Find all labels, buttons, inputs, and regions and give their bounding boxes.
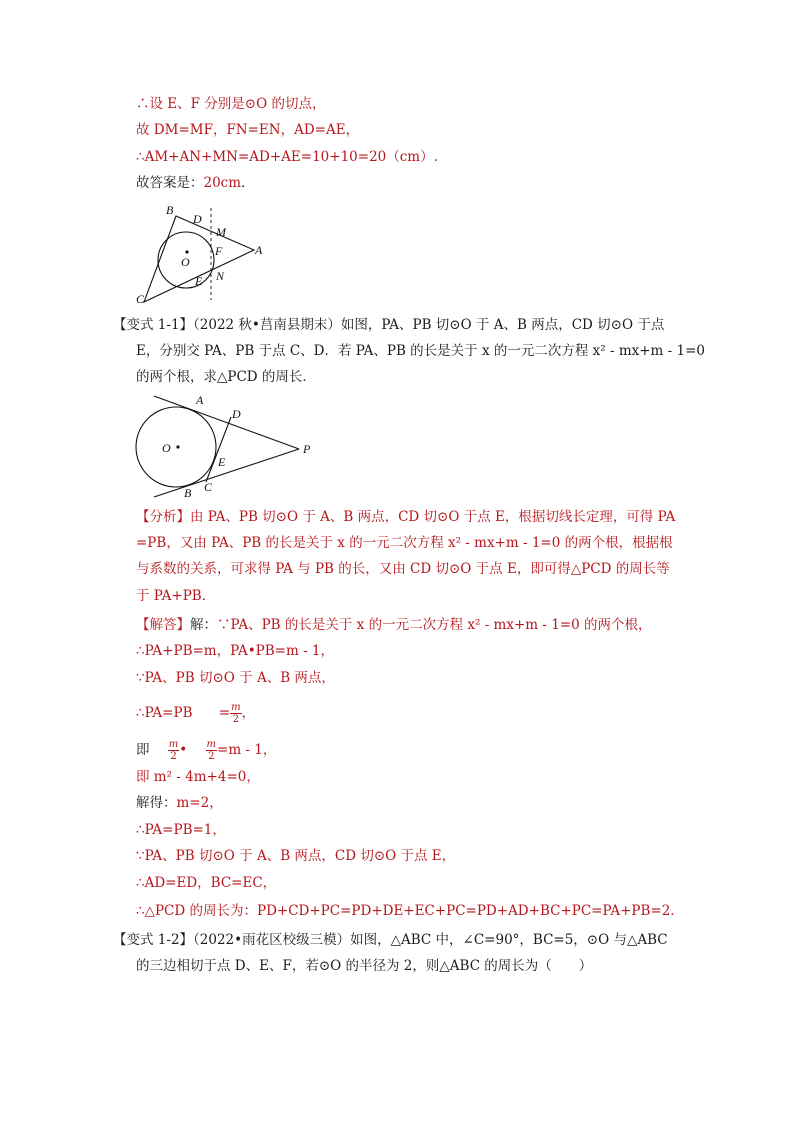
fig2-label-o: O: [162, 441, 171, 455]
fig2-label-d: D: [232, 407, 241, 421]
solution-ji-5: 即: [136, 742, 150, 758]
solution-text-1: ∵PA、PB 的长是关于 x 的一元二次方程 x² - mx+m - 1=0 的两个根，: [217, 617, 652, 633]
fig1-label-a: A: [255, 243, 263, 257]
variant-1-1-tag: 【变式 1-1】: [113, 317, 194, 333]
fig2-label-c: C: [204, 480, 213, 494]
fig1-label-e: E: [195, 274, 203, 288]
fig1-label-n: N: [216, 269, 225, 283]
analysis-line-2: =PB，又由 PA、PB 的长是关于 x 的一元二次方程 x² - mx+m - 1=0 的两个根，根据根: [136, 535, 673, 551]
solution-line-1: [136, 615, 652, 635]
variant-1-2-line-1: [113, 930, 668, 950]
solution-line-2: ∴PA+PB=m，PA•PB=m - 1，: [136, 643, 335, 659]
variant-1-1-line-2: E，分别交 PA、PB 于点 C、D．若 PA、PB 的长是关于 x 的一元二次方程 x² - mx+m - 1=0: [136, 343, 705, 359]
solution-line-3: ∵PA、PB 切⊙O 于 A、B 两点，: [136, 670, 335, 686]
fig2-label-e: E: [218, 455, 226, 469]
solution-line-7: [136, 793, 223, 813]
fraction-numerator: m: [231, 702, 241, 713]
solution-line-4: [136, 702, 255, 725]
solution-end-4: ，: [241, 705, 256, 721]
solution-intro: 解：: [190, 617, 217, 633]
solution-line-6: 即 m² - 4m+4=0，: [136, 769, 260, 785]
solution-line-11: [136, 901, 684, 921]
fig2-label-p: P: [303, 442, 311, 456]
fig1-label-f: F: [215, 244, 223, 258]
fraction-m-over-2: [230, 702, 241, 725]
fig1-label-o: O: [181, 255, 190, 269]
analysis-line-3: 与系数的关系，可求得 PA 与 PB 的长，又由 CD 切⊙O 于点 E，即可得△PCD 的周长等: [136, 561, 670, 577]
answer-label: 故答案是：: [136, 175, 204, 191]
proof-line-3: ∴AM+AN+MN=AD+AE=10+10=20（cm）.: [136, 149, 438, 165]
variant-1-2-text-1: （2022•雨花区校级三模）如图，△ABC 中，∠C=90°，BC=5，⊙O 与△ABC: [193, 932, 668, 948]
fraction-m-over-2-b: [206, 739, 217, 762]
analysis-line-1: [136, 507, 675, 527]
solution-dot-5: •: [179, 742, 188, 758]
solution-line-9: ∵PA、PB 切⊙O 于 A、B 两点，CD 切⊙O 于点 E，: [136, 848, 456, 864]
fig1-label-m: M: [216, 225, 226, 239]
proof-line-2: 故 DM=MF，FN=EN，AD=AE，: [136, 122, 360, 138]
fraction-numerator-b: m: [206, 739, 217, 750]
solution-text-7: m=2，: [176, 795, 223, 811]
proof-line-1: ∴设 E、F 分别是⊙O 的切点，: [136, 96, 326, 112]
solution-line-10: ∴AD=ED，BC=EC，: [136, 875, 277, 891]
fraction-m-over-2-a: [168, 739, 179, 762]
solution-jiede: 解得：: [136, 795, 177, 811]
variant-1-1-line-3: 的两个根，求△PCD 的周长．: [136, 369, 316, 385]
analysis-text-1: 由 PA、PB 切⊙O 于 A、B 两点，CD 切⊙O 于点 E，根据切线长定理，可得 PA: [190, 509, 676, 525]
variant-1-2-line-2: 的三边相切于点 D、E、F，若⊙O 的半径为 2，则△ABC 的周长为（ ）: [136, 958, 593, 974]
solution-text-4: ∴PA=PB: [136, 705, 193, 721]
solution-text-11b: PD+CD+PC=PD+DE+EC+PC=PD+AD+BC+PC=PA+PB=2．: [257, 903, 684, 919]
figure-triangle-incircle: [134, 200, 274, 306]
variant-1-1-line-1: [113, 315, 664, 335]
figure-tangents-circle: [134, 392, 320, 502]
solution-line-5: [136, 739, 276, 762]
solution-end-5: m - 1，: [228, 742, 277, 758]
solution-tag: 【解答】: [136, 617, 190, 633]
answer-line: [136, 173, 255, 193]
solution-equals-5: =: [217, 742, 229, 758]
fraction-denominator: 2: [232, 714, 240, 725]
fraction-numerator-a: m: [168, 739, 179, 750]
answer-end: ．: [241, 175, 255, 191]
fig1-label-b: B: [166, 203, 174, 217]
solution-text-11a: ∴△PCD 的周长为：: [136, 903, 257, 919]
fig1-label-c: C: [136, 292, 145, 306]
fraction-denominator-b: 2: [208, 751, 215, 762]
solution-equals-4: =: [218, 705, 231, 721]
answer-value: 20cm: [203, 175, 242, 191]
fraction-denominator-a: 2: [170, 751, 177, 762]
variant-1-2-tag: 【变式 1-2】: [113, 932, 194, 948]
variant-1-1-text-1: （2022 秋•莒南县期末）如图，PA、PB 切⊙O 于 A、B 两点，CD 切⊙O 于点: [193, 317, 665, 333]
analysis-tag: 【分析】: [136, 509, 190, 525]
fig1-label-d: D: [193, 212, 202, 226]
fig2-label-b: B: [184, 486, 192, 500]
solution-line-8: ∴PA=PB=1，: [136, 822, 226, 838]
analysis-line-4: 于 PA+PB．: [136, 588, 216, 604]
fig2-label-a: A: [196, 393, 204, 407]
